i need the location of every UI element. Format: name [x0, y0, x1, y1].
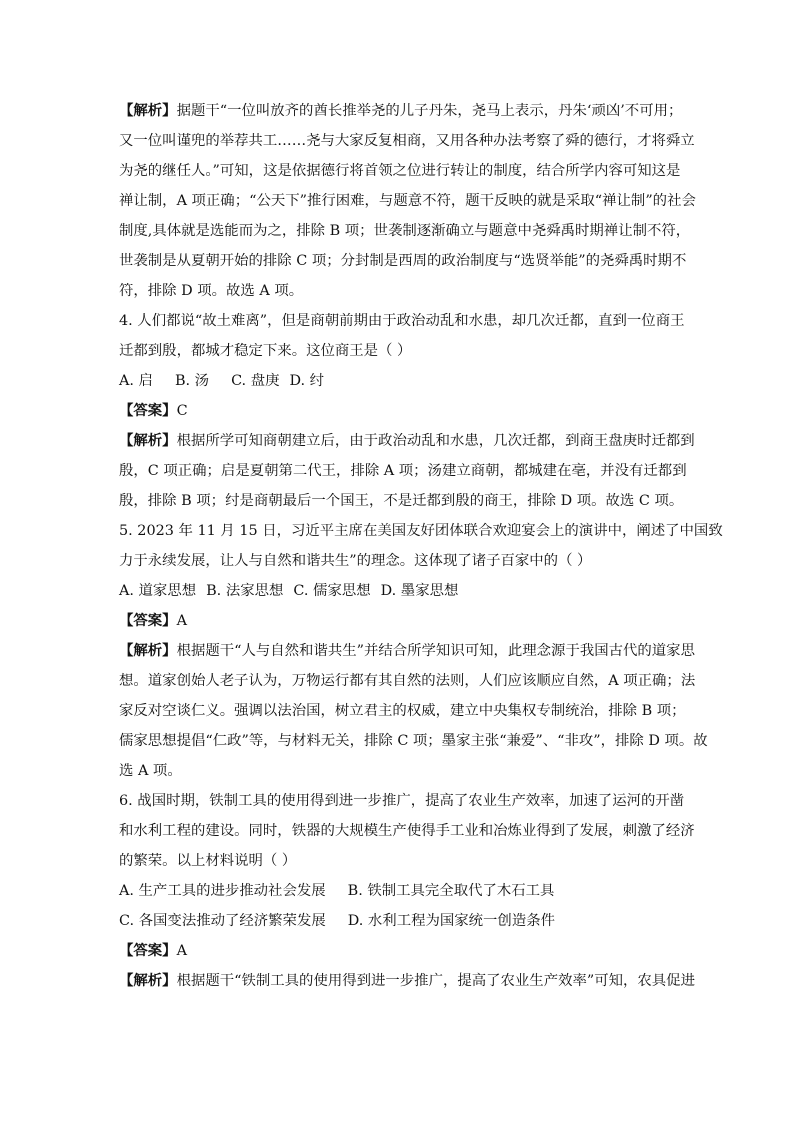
q5-analysis-line-5: 选 A 项。 — [119, 763, 182, 779]
q3-analysis-line-6: 世袭制是从夏朝开始的排除 C 项；分封制是西周的政治制度与“选贤举能”的尧舜禹时期不 — [119, 253, 687, 269]
q3-analysis-line-1: 【解析】据题干“一位叫放齐的酋长推举尧的儿子丹朱，尧马上表示，丹朱‘顽凶’不可用； — [119, 102, 683, 119]
q5-stem-line-1: 5. 2023 年 11 月 15 日，习近平主席在美国友好团体联合欢迎宴会上的演讲中，阐述了中国致 — [119, 523, 723, 539]
q5-answer-value: A — [176, 613, 187, 629]
q6-stem-line-1: 6. 战国时期，铁制工具的使用得到进一步推广，提高了农业生产效率，加速了运河的开凿 — [119, 793, 685, 809]
q5-analysis-line-1: 【解析】根据题干“人与自然和谐共生”并结合所学知识可知，此理念源于我国古代的道家思 — [119, 642, 695, 659]
analysis-label: 【解析】 — [119, 432, 177, 449]
analysis-label: 【解析】 — [119, 972, 177, 989]
q6-option-c: C. 各国变法推动了经济繁荣发展 — [119, 913, 326, 929]
q4-analysis-line-3: 殷，排除 B 项；纣是商朝最后一个国王，不是迁都到殷的商王，排除 D 项。故选 C 项。 — [119, 493, 684, 509]
q6-option-b: B. 铁制工具完全取代了木石工具 — [347, 883, 555, 899]
question-5 — [119, 516, 723, 786]
q5-option-a: A. 道家思想 — [119, 583, 197, 599]
analysis-label: 【解析】 — [119, 102, 177, 119]
q5-analysis-line-2: 想。道家创始人老子认为，万物运行都有其自然的法则，人们应该顺应自然，A 项正确；法 — [119, 673, 696, 689]
q6-stem-line-3: 的繁荣。以上材料说明（ ） — [119, 853, 297, 869]
q6-stem-line-2: 和水利工程的建设。同时，铁器的大规模生产使得手工业和冶炼业得到了发展，刺激了经济 — [119, 823, 695, 839]
analysis-label: 【解析】 — [119, 642, 177, 659]
q3-analysis-line-4: 禅让制，A 项正确；“公天下”推行困难，与题意不符，题干反映的就是采取“禅让制”的社会 — [119, 193, 696, 209]
q4-answer — [119, 396, 675, 426]
q3-analysis — [119, 96, 696, 306]
q5-analysis-line-3: 家反对空谈仁义。强调以法治国，树立君主的权威，建立中央集权专制统治，排除 B 项； — [119, 703, 686, 719]
q5-options — [119, 576, 675, 606]
q4-stem-line-2: 迁都到殷，都城才稳定下来。这位商王是（ ） — [119, 343, 412, 359]
q5-stem-line-2: 力于永续发展，让人与自然和谐共生”的理念。这体现了诸子百家中的（ ） — [119, 553, 592, 569]
q4-option-d: D. 纣 — [289, 373, 325, 389]
q6-answer — [119, 936, 675, 966]
q6-option-a: A. 生产工具的进步推动社会发展 — [119, 883, 326, 899]
document-page — [119, 96, 723, 996]
q6-options-row-2 — [119, 906, 675, 936]
q6-option-d: D. 水利工程为国家统一创造条件 — [347, 913, 555, 929]
q4-option-c: C. 盘庚 — [231, 373, 280, 389]
question-6 — [119, 786, 695, 996]
q4-option-b: B. 汤 — [174, 373, 210, 389]
q6-analysis-line-1: 【解析】根据题干“铁制工具的使用得到进一步推广，提高了农业生产效率”可知，农具促进 — [119, 972, 695, 989]
q4-analysis-line-1: 【解析】根据所学可知商朝建立后，由于政治动乱和水患，几次迁都，到商王盘庚时迁都到 — [119, 432, 695, 449]
q4-answer-value: C — [176, 403, 188, 419]
q3-analysis-line-7: 符，排除 D 项。故选 A 项。 — [119, 283, 304, 299]
q6-answer-value: A — [176, 943, 187, 959]
q6-options-row-1 — [119, 876, 675, 906]
answer-label: 【答案】 — [119, 402, 177, 419]
answer-label: 【答案】 — [119, 612, 177, 629]
q5-option-b: B. 法家思想 — [206, 583, 284, 599]
q3-analysis-line-3: 为尧的继任人。”可知，这是依据德行将首领之位进行转让的制度，结合所学内容可知这是 — [119, 163, 681, 179]
q4-option-a: A. 启 — [119, 373, 153, 389]
question-4 — [119, 306, 695, 516]
q3-analysis-line-2: 又一位叫谨兜的举荐共工……尧与大家反复相商，又用各种办法考察了舜的德行，才将舜立 — [119, 133, 695, 149]
q4-analysis-line-2: 殷，C 项正确；启是夏朝第二代王，排除 A 项；汤建立商朝，都城建在亳，并没有迁都到 — [119, 463, 687, 479]
q3-analysis-line-5: 制度,具体就是选能而为之，排除 B 项；世袭制逐渐确立与题意中尧舜禹时期禅让制不符， — [119, 223, 691, 239]
q5-option-d: D. 墨家思想 — [380, 583, 459, 599]
q4-stem-line-1: 4. 人们都说“故土难离”，但是商朝前期由于政治动乱和水患，却几次迁都，直到一位商王 — [119, 313, 685, 329]
q5-answer — [119, 606, 675, 636]
q5-analysis-line-4: 儒家思想提倡“仁政”等，与材料无关，排除 C 项；墨家主张“兼爱”、“非攻”，排除 D 项。故 — [119, 733, 708, 749]
answer-label: 【答案】 — [119, 942, 177, 959]
q4-options — [119, 366, 675, 396]
q5-option-c: C. 儒家思想 — [293, 583, 371, 599]
